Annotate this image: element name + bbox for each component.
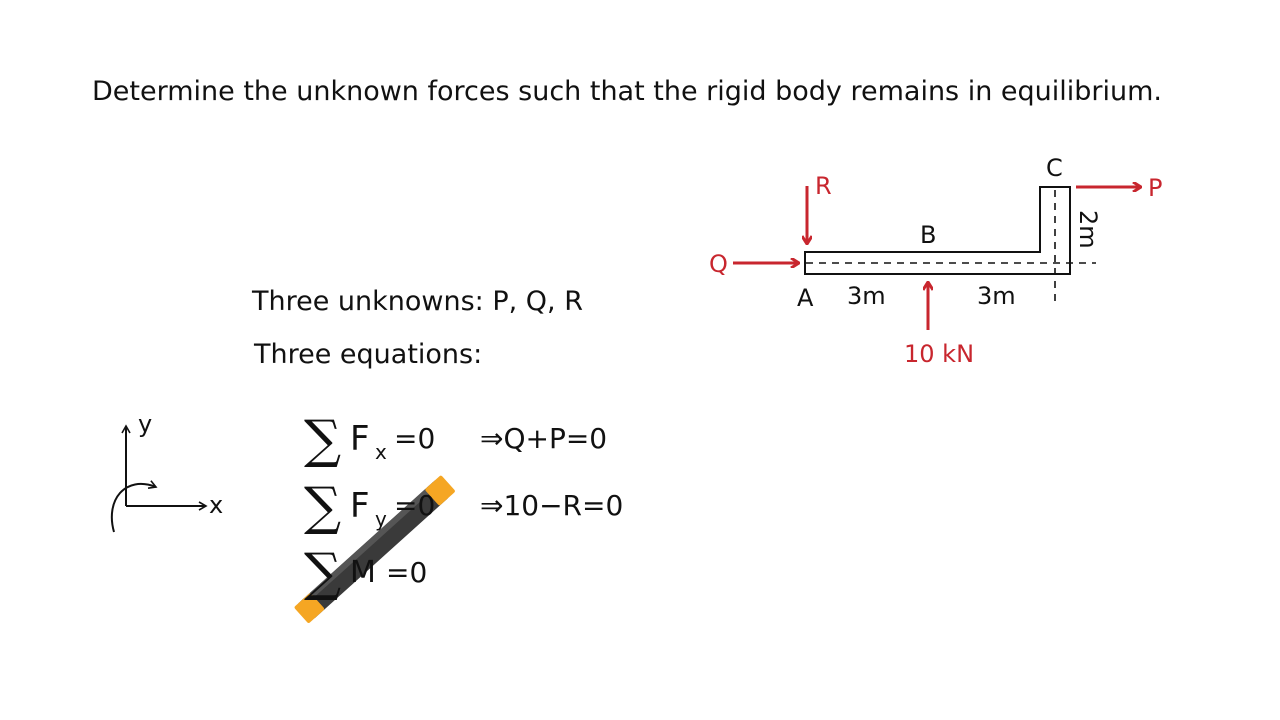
equations-note: Three equations: — [254, 339, 483, 370]
dimension-height: 2m — [1074, 210, 1102, 249]
equation-subscript: x — [375, 440, 387, 464]
dimension-left: 3m — [847, 282, 886, 310]
force-q-label: Q — [709, 250, 728, 278]
problem-title: Determine the unknown forces such that the rigid body remains in equilibrium. — [92, 76, 1163, 107]
sigma-symbol: ∑ — [304, 477, 342, 537]
l-shaped-beam — [805, 187, 1070, 274]
point-a-label: A — [797, 284, 814, 312]
equation-term: F — [350, 419, 370, 459]
equation-term: F — [350, 486, 370, 526]
y-axis-label: y — [138, 410, 153, 438]
force-p-label: P — [1148, 174, 1163, 202]
coordinate-axes — [112, 410, 223, 532]
sigma-symbol: ∑ — [304, 543, 342, 603]
unknowns-note: Three unknowns: P, Q, R — [252, 286, 583, 317]
rigid-body-diagram — [709, 154, 1162, 368]
force-r-label: R — [815, 172, 832, 200]
equation-fy — [304, 477, 623, 537]
point-c-label: C — [1046, 154, 1063, 182]
x-axis-label: x — [209, 491, 224, 519]
moment-direction-icon — [112, 484, 156, 532]
equation-term: M — [350, 555, 376, 590]
equation-fx — [304, 410, 607, 470]
equation-result: ⇒Q+P=0 — [480, 422, 608, 455]
equation-subscript: y — [375, 507, 387, 531]
equation-rhs: =0 — [386, 556, 428, 589]
equation-rhs: =0 — [394, 489, 436, 522]
equation-rhs: =0 — [394, 422, 436, 455]
point-b-label: B — [920, 221, 937, 249]
equation-result: ⇒10−R=0 — [480, 489, 624, 522]
load-10kn-label: 10 kN — [904, 340, 975, 368]
dimension-right: 3m — [977, 282, 1016, 310]
sigma-symbol: ∑ — [304, 410, 342, 470]
